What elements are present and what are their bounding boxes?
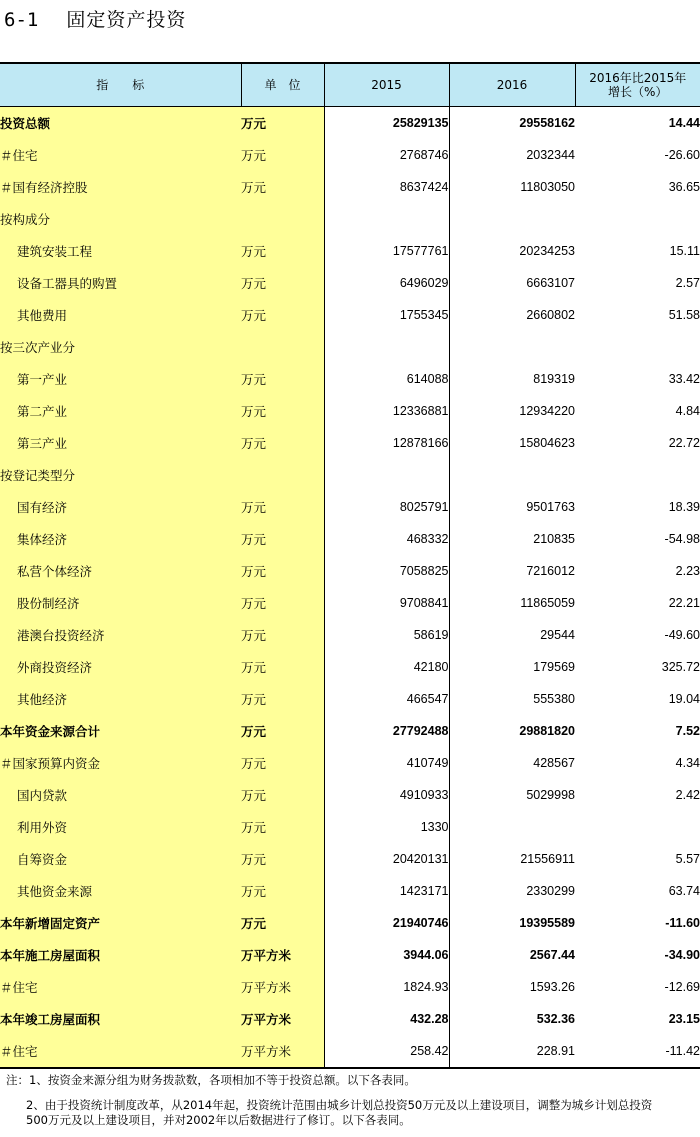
row-unit: 万元	[241, 683, 324, 715]
row-value-2015: 20420131	[392, 852, 449, 866]
row-unit: 万元	[241, 587, 324, 619]
row-name: ＃住宅	[0, 1035, 241, 1068]
header-indicator: 指 标	[0, 63, 241, 107]
table-row	[0, 267, 700, 299]
row-value-2015: 2768746	[399, 148, 449, 162]
row-growth: 33.42	[668, 372, 700, 386]
row-value-2015: 9708841	[399, 596, 449, 610]
row-unit: 万元	[241, 171, 324, 203]
row-unit: 万元	[241, 363, 324, 395]
row-value-2015: 21940746	[392, 916, 449, 930]
row-value-2015: 614088	[406, 372, 449, 386]
table-row	[0, 811, 700, 843]
row-value-2015: 42180	[413, 660, 449, 674]
row-value-2016: 1593.26	[449, 971, 575, 1003]
row-unit: 万元	[241, 875, 324, 907]
row-name: 国有经济	[0, 491, 241, 523]
row-name: 其他费用	[0, 299, 241, 331]
row-growth: -34.90	[664, 948, 700, 962]
row-growth: 2.42	[675, 788, 700, 802]
row-value-2015: 1755345	[399, 308, 449, 322]
row-value-2015: 4910933	[399, 788, 449, 802]
row-growth	[575, 459, 700, 491]
table-row	[0, 939, 700, 971]
row-name: ＃国家预算内资金	[0, 747, 241, 779]
row-value-2016: 29544	[449, 619, 575, 651]
row-value-2016: 29558162	[449, 107, 575, 140]
row-growth: 36.65	[668, 180, 700, 194]
table-row	[0, 587, 700, 619]
row-growth: -26.60	[664, 148, 700, 162]
row-value-2015: 466547	[406, 692, 449, 706]
row-unit: 万元	[241, 555, 324, 587]
row-value-2015: 3944.06	[403, 948, 449, 962]
row-name: 利用外资	[0, 811, 241, 843]
row-value-2016: 228.91	[449, 1035, 575, 1068]
row-growth	[575, 811, 700, 843]
row-value-2016: 12934220	[449, 395, 575, 427]
header-2016: 2016	[449, 63, 575, 107]
table-row	[0, 171, 700, 203]
row-value-2015: 7058825	[399, 564, 449, 578]
header-growth	[575, 63, 700, 107]
row-growth: 19.04	[668, 692, 700, 706]
row-value-2016: 29881820	[449, 715, 575, 747]
row-growth: 325.72	[661, 660, 700, 674]
table-row	[0, 683, 700, 715]
table-row	[0, 139, 700, 171]
row-growth	[575, 331, 700, 363]
table-row	[0, 235, 700, 267]
row-value-2015: 410749	[406, 756, 449, 770]
row-unit: 万元	[241, 779, 324, 811]
row-growth: 18.39	[668, 500, 700, 514]
table-row	[0, 363, 700, 395]
row-value-2015: 12336881	[392, 404, 449, 418]
row-unit: 万元	[241, 907, 324, 939]
footnote-2: 2、由于投资统计制度改革，从2014年起，投资统计范围由城乡计划总投资50万元及以上建设项目，调整为城乡计划总投资500万元及以上建设项目，并对2002年以后数据进行了修订。以下各表同。	[26, 1098, 653, 1127]
row-name: 本年资金来源合计	[0, 715, 241, 747]
row-name: 第三产业	[0, 427, 241, 459]
row-value-2016: 210835	[449, 523, 575, 555]
row-growth: 14.44	[668, 116, 700, 130]
row-value-2016: 555380	[449, 683, 575, 715]
row-value-2016: 5029998	[449, 779, 575, 811]
row-growth: 4.34	[675, 756, 700, 770]
row-unit: 万平方米	[241, 939, 324, 971]
row-value-2015: 258.42	[324, 1035, 449, 1068]
row-value-2015: 8637424	[399, 180, 449, 194]
row-unit: 万平方米	[241, 1035, 324, 1068]
row-value-2016: 19395589	[449, 907, 575, 939]
row-value-2016	[449, 459, 575, 491]
row-unit: 万元	[241, 107, 324, 140]
footnotes	[6, 1073, 666, 1128]
table-row	[0, 779, 700, 811]
row-growth: -54.98	[664, 532, 700, 546]
row-growth: 15.11	[669, 244, 700, 258]
row-value-2016: 179569	[449, 651, 575, 683]
row-unit: 万元	[241, 619, 324, 651]
row-value-2015: 468332	[406, 532, 449, 546]
row-name: 国内贷款	[0, 779, 241, 811]
row-value-2016: 6663107	[449, 267, 575, 299]
table-row	[0, 427, 700, 459]
row-name: 本年施工房屋面积	[0, 939, 241, 971]
row-value-2016: 9501763	[449, 491, 575, 523]
footnote-1: 注：1、按资金来源分组为财务拨款数，各项相加不等于投资总额。以下各表同。	[6, 1073, 416, 1087]
row-value-2016	[449, 331, 575, 363]
table-body	[0, 107, 700, 1069]
row-growth: 22.72	[668, 436, 700, 450]
row-unit: 万元	[241, 811, 324, 843]
row-value-2015	[324, 331, 449, 363]
row-name: 其他资金来源	[0, 875, 241, 907]
row-value-2015: 58619	[413, 628, 449, 642]
row-name: 第二产业	[0, 395, 241, 427]
row-value-2015: 25829135	[392, 116, 449, 130]
row-value-2016: 21556911	[449, 843, 575, 875]
row-value-2016: 428567	[449, 747, 575, 779]
row-name: 其他经济	[0, 683, 241, 715]
row-name: 投资总额	[0, 107, 241, 140]
table-row	[0, 907, 700, 939]
row-growth: -49.60	[664, 628, 700, 642]
row-growth: 51.58	[668, 308, 700, 322]
row-name: 设备工器具的购置	[0, 267, 241, 299]
table-row	[0, 843, 700, 875]
row-value-2015: 1330	[420, 820, 449, 834]
row-unit: 万元	[241, 235, 324, 267]
row-unit	[241, 331, 324, 363]
table-number: 6-1	[4, 9, 39, 31]
row-unit: 万元	[241, 139, 324, 171]
row-value-2015	[324, 203, 449, 235]
row-value-2015: 6496029	[399, 276, 449, 290]
table-row	[0, 107, 700, 140]
table-row	[0, 747, 700, 779]
row-name: 按三次产业分	[0, 331, 241, 363]
row-value-2016: 2660802	[449, 299, 575, 331]
row-value-2015: 8025791	[399, 500, 449, 514]
row-value-2016: 2330299	[449, 875, 575, 907]
row-value-2016	[449, 811, 575, 843]
row-name: 第一产业	[0, 363, 241, 395]
row-name: 建筑安装工程	[0, 235, 241, 267]
row-value-2016: 819319	[449, 363, 575, 395]
row-value-2016: 11865059	[449, 587, 575, 619]
row-unit: 万元	[241, 843, 324, 875]
row-growth: -11.42	[575, 1035, 700, 1068]
table-row	[0, 459, 700, 491]
table-row	[0, 555, 700, 587]
row-name: 自筹资金	[0, 843, 241, 875]
row-value-2015	[324, 459, 449, 491]
row-name: 本年竣工房屋面积	[0, 1003, 241, 1035]
table-row	[0, 971, 700, 1003]
row-value-2016: 532.36	[449, 1003, 575, 1035]
row-growth	[575, 203, 700, 235]
row-value-2015: 17577761	[392, 244, 449, 258]
table-row	[0, 651, 700, 683]
row-unit: 万元	[241, 651, 324, 683]
table-title: 固定资产投资	[66, 9, 187, 31]
row-value-2016: 15804623	[449, 427, 575, 459]
table-row	[0, 331, 700, 363]
row-unit	[241, 459, 324, 491]
row-name: 股份制经济	[0, 587, 241, 619]
row-value-2015: 27792488	[392, 724, 449, 738]
row-name: 集体经济	[0, 523, 241, 555]
row-unit: 万平方米	[241, 971, 324, 1003]
row-unit: 万平方米	[241, 1003, 324, 1035]
row-growth: 2.23	[675, 564, 700, 578]
row-value-2016: 7216012	[449, 555, 575, 587]
row-value-2016	[449, 203, 575, 235]
row-growth: 5.57	[675, 852, 700, 866]
table-header-row	[0, 63, 700, 107]
row-value-2016: 2032344	[449, 139, 575, 171]
row-unit: 万元	[241, 267, 324, 299]
row-growth: 7.52	[675, 724, 700, 738]
row-unit: 万元	[241, 395, 324, 427]
header-2015: 2015	[324, 63, 449, 107]
row-unit: 万元	[241, 491, 324, 523]
row-name: 私营个体经济	[0, 555, 241, 587]
row-value-2015: 432.28	[410, 1012, 449, 1026]
row-growth: -12.69	[664, 980, 700, 994]
row-unit: 万元	[241, 747, 324, 779]
header-unit: 单 位	[241, 63, 324, 107]
row-unit: 万元	[241, 427, 324, 459]
page-title	[4, 6, 186, 34]
row-growth: 63.74	[668, 884, 700, 898]
row-unit: 万元	[241, 523, 324, 555]
row-value-2015: 1824.93	[403, 980, 449, 994]
row-unit: 万元	[241, 299, 324, 331]
table-row	[0, 875, 700, 907]
row-growth: 2.57	[675, 276, 700, 290]
table-row	[0, 619, 700, 651]
row-growth: 23.15	[668, 1012, 700, 1026]
table-row	[0, 299, 700, 331]
row-name: ＃住宅	[0, 971, 241, 1003]
row-value-2015: 1423171	[399, 884, 449, 898]
row-name: ＃住宅	[0, 139, 241, 171]
table-row	[0, 715, 700, 747]
table-row	[0, 203, 700, 235]
header-growth-line1: 2016年比2015年	[589, 71, 687, 85]
table-row	[0, 491, 700, 523]
row-value-2016: 11803050	[449, 171, 575, 203]
row-unit	[241, 203, 324, 235]
row-name: 按构成分	[0, 203, 241, 235]
table-row	[0, 523, 700, 555]
row-value-2016: 20234253	[449, 235, 575, 267]
row-name: 本年新增固定资产	[0, 907, 241, 939]
table-row	[0, 1035, 700, 1068]
row-value-2015: 12878166	[392, 436, 449, 450]
row-name: 按登记类型分	[0, 459, 241, 491]
row-growth: 4.84	[675, 404, 700, 418]
investment-table	[0, 62, 700, 1069]
table-row	[0, 1003, 700, 1035]
table-row	[0, 395, 700, 427]
row-value-2016: 2567.44	[449, 939, 575, 971]
row-name: 外商投资经济	[0, 651, 241, 683]
row-name: ＃国有经济控股	[0, 171, 241, 203]
header-growth-line2: 增长（%）	[608, 85, 668, 99]
row-name: 港澳台投资经济	[0, 619, 241, 651]
row-unit: 万元	[241, 715, 324, 747]
row-growth: 22.21	[668, 596, 700, 610]
row-growth: -11.60	[665, 916, 700, 930]
